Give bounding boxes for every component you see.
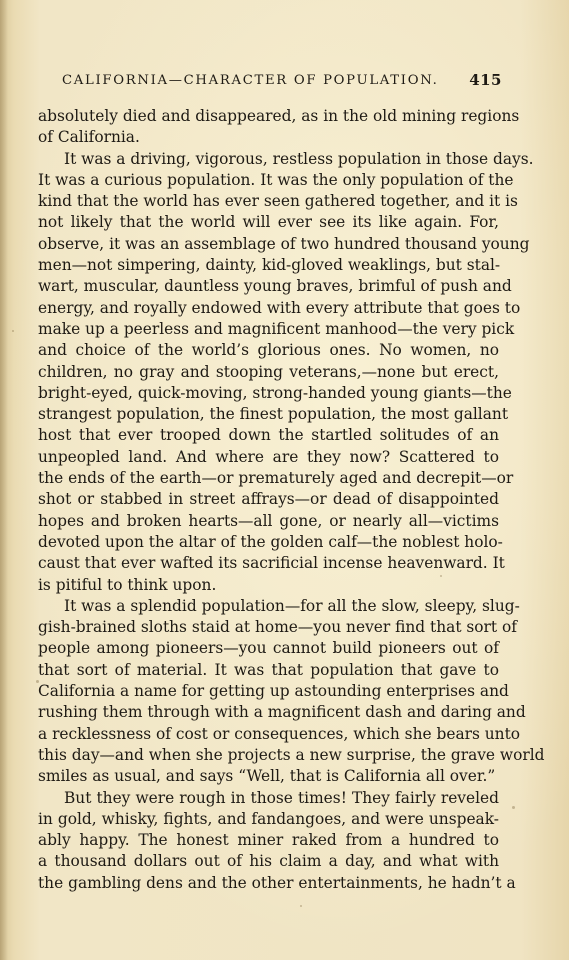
text-line: devoted upon the altar of the golden calf—the noblest holo-: [38, 532, 503, 551]
text-line: caust that ever wafted its sacrificial incense heavenward. It: [38, 554, 505, 573]
text-line: shot or stabbed in street affrays—or dead of disappointed: [38, 490, 499, 509]
text-line: kind that the world has ever seen gathered together, and it is: [38, 192, 518, 211]
text-line: of California.: [38, 128, 140, 147]
running-head-title: CALIFORNIA—CHARACTER OF POPULATION.: [62, 73, 439, 88]
text-line: bright-eyed, quick-moving, strong-handed young giants—the: [38, 383, 512, 402]
text-line: host that ever trooped down the startled solitudes of an: [38, 426, 499, 445]
text-line: that sort of material. It was that population that gave to: [38, 660, 499, 679]
text-line: observe, it was an assemblage of two hundred thousand young: [38, 234, 530, 253]
text-line: make up a peerless and magnificent manhood—the very pick: [38, 319, 515, 338]
text-line: a recklessness of cost or consequences, which she bears unto: [38, 724, 521, 743]
text-line: gish-brained sloths staid at home—you never find that sort of: [38, 618, 517, 637]
text-line: It was a driving, vigorous, restless population in those days.: [64, 149, 534, 168]
text-line: rushing them through with a magnificent dash and daring and: [38, 703, 526, 722]
text-line: the ends of the earth—or prematurely aged and decrepit—or: [38, 469, 514, 488]
text-line: this day—and when she projects a new surprise, the grave world: [38, 745, 545, 764]
text-line: energy, and royally endowed with every attribute that goes to: [38, 298, 521, 317]
page-number: 415: [469, 71, 502, 89]
text-line: people among pioneers—you cannot build pioneers out of: [38, 639, 499, 658]
running-head: [62, 73, 502, 93]
text-line: a thousand dollars out of his claim a day, and what with: [38, 852, 499, 871]
text-line: the gambling dens and the other entertainments, he hadn’t a: [38, 873, 516, 892]
text-line: and choice of the world’s glorious ones. No women, no: [38, 341, 499, 360]
text-line: But they were rough in those times! They fairly reveled: [64, 788, 499, 807]
text-line: strangest population, the finest population, the most gallant: [38, 405, 509, 424]
text-line: smiles as usual, and says “Well, that is California all over.”: [38, 767, 496, 786]
text-line: children, no gray and stooping veterans,—none but erect,: [38, 362, 499, 381]
text-line: absolutely died and disappeared, as in the old mining regions: [38, 107, 520, 125]
body-text: [38, 106, 545, 894]
text-line: wart, muscular, dauntless young braves, brimful of push and: [38, 277, 512, 296]
text-line: in gold, whisky, fights, and fandangoes, and were unspeak-: [38, 809, 499, 828]
text-line: It was a splendid population—for all the slow, sleepy, slug-: [64, 596, 520, 615]
text-line: California a name for getting up astounding enterprises and: [38, 682, 509, 701]
text-line: is pitiful to think upon.: [38, 575, 217, 594]
text-line: ably happy. The honest miner raked from a hundred to: [38, 831, 499, 850]
text-line: hopes and broken hearts—all gone, or nearly all—victims: [38, 511, 499, 530]
page-gutter-shadow: [0, 0, 8, 960]
text-line: unpeopled land. And where are they now? Scattered to: [38, 447, 499, 466]
text-line: not likely that the world will ever see its like again. For,: [38, 213, 499, 232]
text-line: men—not simpering, dainty, kid-gloved weaklings, but stal-: [38, 256, 501, 275]
text-line: It was a curious population. It was the only population of the: [38, 170, 514, 189]
